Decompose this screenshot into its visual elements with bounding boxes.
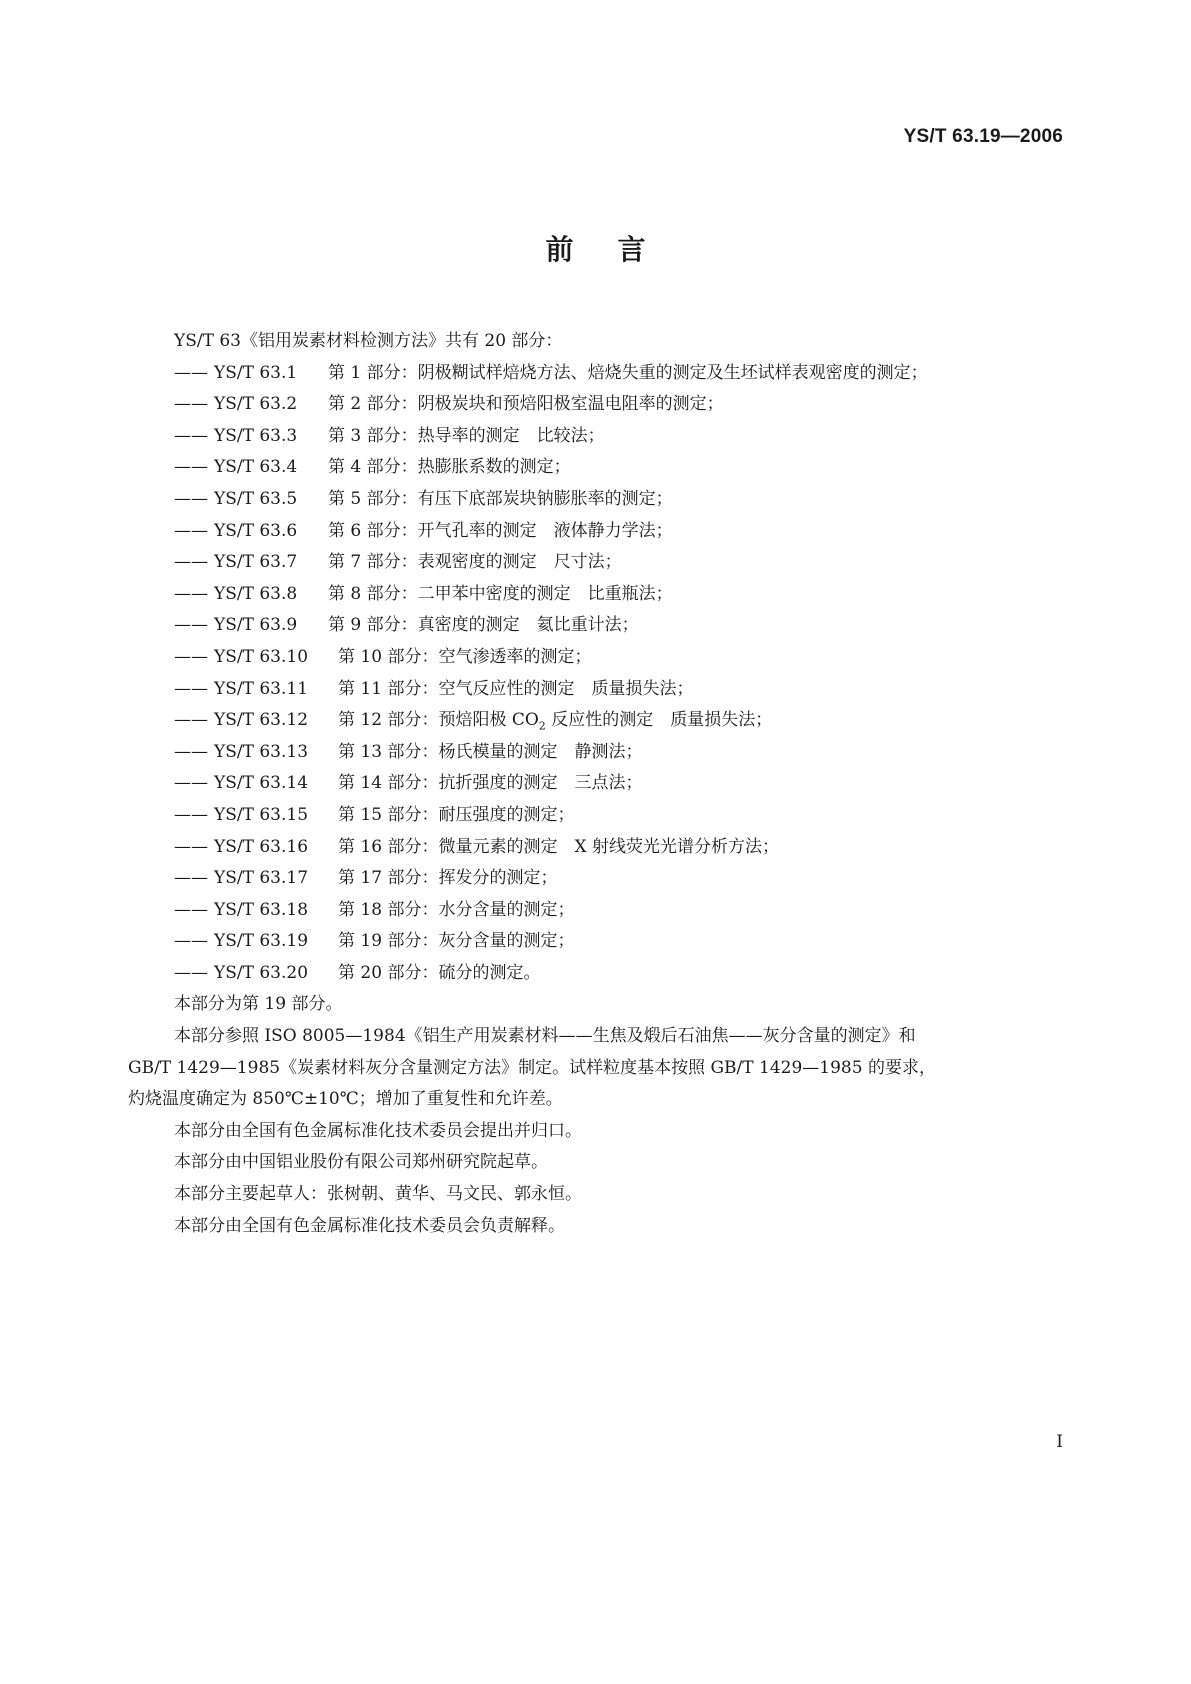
list-item [128,484,1063,516]
list-dash: —— [174,678,208,699]
part-description: 第 13 部分：杨氏模量的测定 静测法； [338,741,643,762]
list-dash: —— [174,804,208,825]
list-dash: —— [174,710,208,731]
list-item [128,958,1063,990]
part-code: YS/T 63.10 [214,646,309,667]
part-description: 第 11 部分：空气反应性的测定 质量损失法； [338,678,694,699]
reference-line: 灼烧温度确定为 850℃±10℃；增加了重复性和允许差。 [128,1089,563,1110]
list-item [128,768,1063,800]
part-code: YS/T 63.5 [214,488,298,509]
statement-authors: 本部分主要起草人：张树朝、黄华、马文民、郭永恒。 [174,1184,582,1205]
part-code: YS/T 63.20 [214,962,309,983]
part-code: YS/T 63.17 [214,868,309,889]
standard-code: YS/T 63.19—2006 [903,126,1063,147]
part-description: 第 19 部分：灰分含量的测定； [338,931,575,952]
list-item [128,389,1063,421]
part-description: 第 8 部分：二甲苯中密度的测定 比重瓶法； [328,583,673,604]
reference-paragraph [128,1021,1063,1116]
list-dash: —— [174,836,208,857]
part-description: 第 4 部分：热膨胀系数的测定； [328,457,571,478]
part-description: 第 2 部分：阴极炭块和预焙阳极室温电阻率的测定； [328,394,724,415]
part-description: 第 16 部分：微量元素的测定 X 射线荧光光谱分析方法； [338,836,779,857]
list-item [128,610,1063,642]
part-description: 第 10 部分：空气渗透率的测定； [338,646,592,667]
list-dash: —— [174,457,208,478]
list-item [128,737,1063,769]
statement-drafter: 本部分由中国铝业股份有限公司郑州研究院起草。 [174,1152,548,1173]
part-description [338,705,772,737]
part-code: YS/T 63.3 [214,425,298,446]
part-code: YS/T 63.7 [214,552,298,573]
list-dash: —— [174,425,208,446]
part-code: YS/T 63.4 [214,457,298,478]
part-code: YS/T 63.12 [214,710,309,731]
part-code: YS/T 63.14 [214,773,309,794]
part-description: 第 6 部分：开气孔率的测定 液体静力学法； [328,520,673,541]
part-code: YS/T 63.9 [214,615,298,636]
part-description: 第 1 部分：阴极糊试样焙烧方法、焙烧失重的测定及生坯试样表观密度的测定； [328,362,928,383]
list-item [128,642,1063,674]
foreword-body [128,326,1063,1242]
statement-proposer: 本部分由全国有色金属标准化技术委员会提出并归口。 [174,1120,582,1141]
part-code: YS/T 63.16 [214,836,309,857]
list-item [128,926,1063,958]
list-dash: —— [174,773,208,794]
list-item [128,358,1063,390]
part-code: YS/T 63.19 [214,931,309,952]
part-description-post: 反应性的测定 质量损失法； [545,710,773,731]
list-dash: —— [174,552,208,573]
part-description: 第 15 部分：耐压强度的测定； [338,804,575,825]
list-dash: —— [174,899,208,920]
statement-interpreter: 本部分由全国有色金属标准化技术委员会负责解释。 [174,1215,565,1236]
reference-line: GB/T 1429—1985《炭素材料灰分含量测定方法》制定。试样粒度基本按照 GB/T 1429—1985 的要求， [128,1057,936,1078]
part-description: 第 17 部分：挥发分的测定； [338,868,558,889]
list-item [128,421,1063,453]
list-dash: —— [174,741,208,762]
list-dash: —— [174,868,208,889]
co2-subscript: 2 [538,719,546,733]
part-code: YS/T 63.2 [214,394,298,415]
list-dash: —— [174,931,208,952]
part-description-pre: 第 12 部分：预焙阳极 CO [338,710,539,731]
part-code: YS/T 63.8 [214,583,298,604]
part-description: 第 3 部分：热导率的测定 比较法； [328,425,605,446]
list-item [128,579,1063,611]
part-description: 第 7 部分：表观密度的测定 尺寸法； [328,552,622,573]
list-item [128,863,1063,895]
list-dash: —— [174,520,208,541]
part-code: YS/T 63.1 [214,362,298,383]
intro-paragraph: YS/T 63《铝用炭素材料检测方法》共有 20 部分： [174,331,563,351]
part-code: YS/T 63.11 [214,678,309,699]
list-item [128,800,1063,832]
list-item [128,705,1063,737]
page-number: I [1056,1432,1063,1452]
this-part-statement: 本部分为第 19 部分。 [174,994,343,1015]
part-description: 第 18 部分：水分含量的测定； [338,899,575,920]
part-code: YS/T 63.18 [214,899,309,920]
list-dash: —— [174,583,208,604]
list-item [128,516,1063,548]
part-description: 第 14 部分：抗折强度的测定 三点法； [338,773,643,794]
part-code: YS/T 63.15 [214,804,309,825]
list-dash: —— [174,615,208,636]
list-item [128,452,1063,484]
list-item [128,895,1063,927]
reference-line: 本部分参照 ISO 8005—1984《铝生产用炭素材料——生焦及煅后石油焦——灰分含量的测定》和 [174,1026,916,1047]
part-description: 第 20 部分：硫分的测定。 [338,962,541,983]
part-description: 第 9 部分：真密度的测定 氦比重计法； [328,615,639,636]
list-item [128,674,1063,706]
part-code: YS/T 63.6 [214,520,298,541]
parts-list [128,358,1063,990]
list-dash: —— [174,962,208,983]
list-dash: —— [174,394,208,415]
part-description: 第 5 部分：有压下底部炭块钠膨胀率的测定； [328,488,673,509]
list-dash: —— [174,488,208,509]
page-title: 前言 [545,233,690,266]
part-code: YS/T 63.13 [214,741,309,762]
list-dash: —— [174,362,208,383]
list-item [128,832,1063,864]
list-dash: —— [174,646,208,667]
list-item [128,547,1063,579]
